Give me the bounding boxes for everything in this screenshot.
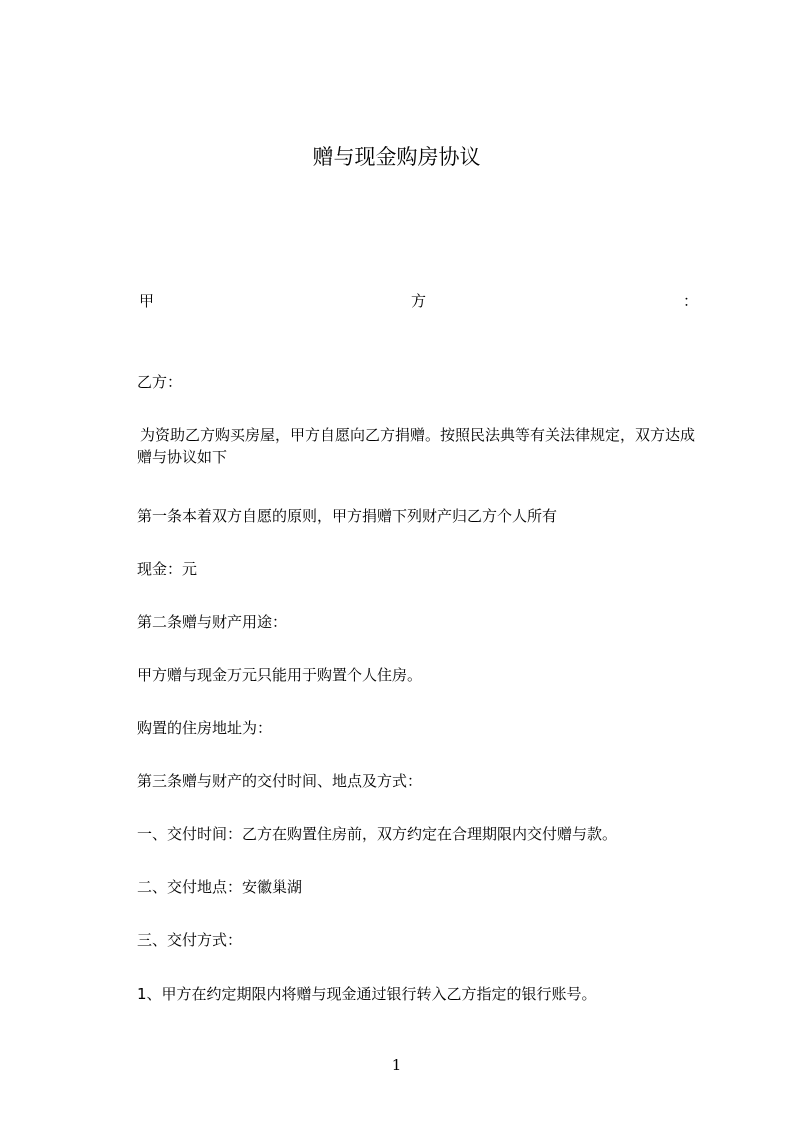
preamble-paragraph: 为资助乙方购买房屋，甲方自愿向乙方捐赠。按照民法典等有关法律规定，双方达成赠与协议如下 — [137, 426, 696, 466]
document-title: 赠与现金购房协议 — [312, 145, 481, 169]
party-b-line: 乙方： — [137, 373, 183, 391]
page-number: 1 — [391, 1056, 402, 1074]
address-line: 购置的住房地址为： — [137, 719, 273, 737]
article-2-heading: 第二条赠与财产用途： — [137, 613, 288, 631]
party-a-char-1: 甲 — [139, 292, 155, 310]
cash-amount-line: 现金：元 — [137, 560, 198, 578]
delivery-method-heading: 三、交付方式： — [137, 931, 243, 949]
delivery-method-item-1: 1、甲方在约定期限内将赠与现金通过银行转入乙方指定的银行账号。 — [137, 985, 597, 1003]
article-3-heading: 第三条赠与财产的交付时间、地点及方式： — [137, 772, 423, 790]
delivery-time-line: 一、交付时间：乙方在购置住房前，双方约定在合理期限内交付赠与款。 — [137, 825, 618, 843]
usage-line: 甲方赠与现金万元只能用于购置个人住房。 — [137, 666, 423, 684]
party-a-line — [137, 290, 699, 312]
delivery-place-line: 二、交付地点：安徽巢湖 — [137, 878, 303, 896]
party-a-char-2: 方 — [411, 292, 427, 310]
party-a-colon: ： — [683, 292, 699, 310]
article-1-heading: 第一条本着双方自愿的原则，甲方捐赠下列财产归乙方个人所有 — [137, 507, 558, 525]
